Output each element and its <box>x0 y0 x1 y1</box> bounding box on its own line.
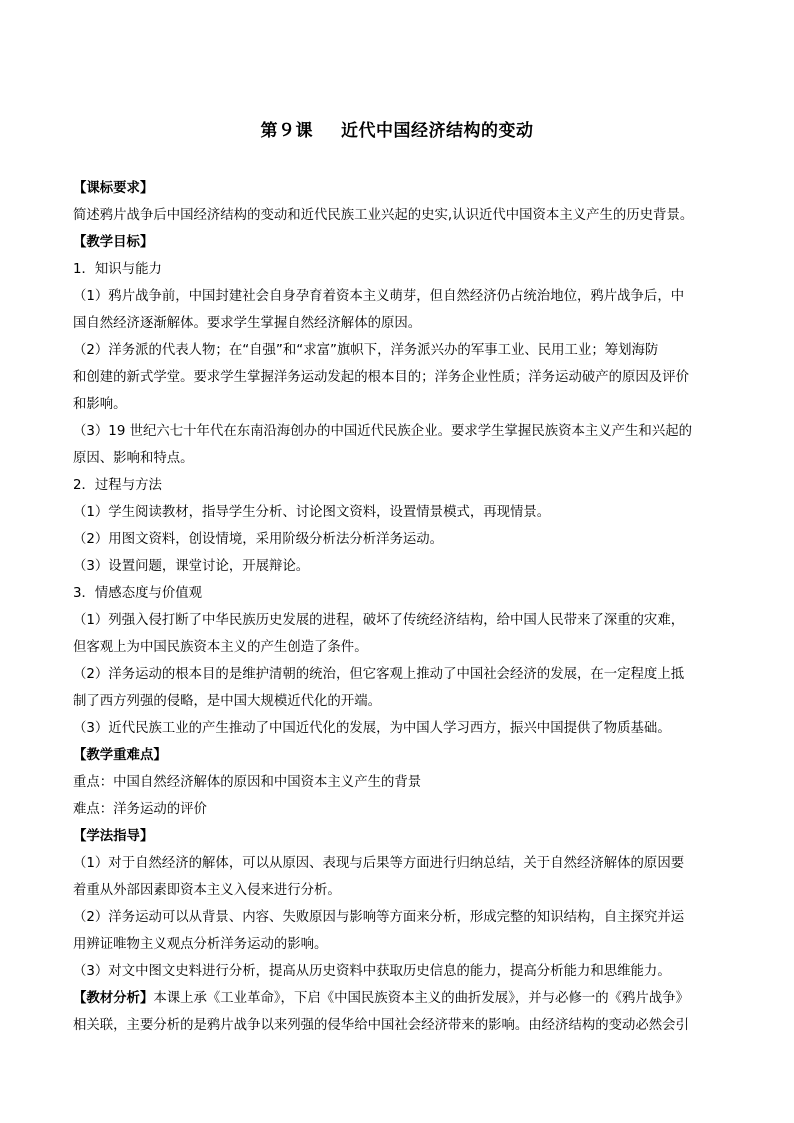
paragraph-line: （3）对文中图文史料进行分析，提高从历史资料中获取历史信息的能力，提高分析能力和思维能力。 <box>73 964 671 979</box>
lesson-number: 第９课 <box>260 121 313 141</box>
paragraph-line: 和影响。 <box>73 397 127 412</box>
paragraph-line <box>73 985 723 1012</box>
paragraph-text: 本课上承《工业革命》，下启《中国民族资本主义的曲折发展》，并与必修一的《鸦片战争》 <box>153 991 689 1006</box>
page-title <box>0 116 794 141</box>
paragraph-line: 简述鸦片战争后中国经济结构的变动和近代民族工业兴起的史实,认识近代中国资本主义产生的历史背景。 <box>73 208 694 223</box>
lesson-name: 近代中国经济结构的变动 <box>341 121 534 141</box>
paragraph-line: 原因、影响和特点。 <box>73 451 194 466</box>
paragraph-line: （3）19 世纪六七十年代在东南沿海创办的中国近代民族企业。要求学生掌握民族资本主义产生和兴起的 <box>73 424 692 439</box>
section-heading: 【教学目标】 <box>73 235 154 250</box>
paragraph-line: 制了西方列强的侵略，是中国大规模近代化的开端。 <box>73 694 381 709</box>
document-body <box>73 175 723 1039</box>
section-heading: 【教材分析】 <box>73 991 154 1006</box>
paragraph-line: 相关联，主要分析的是鸦片战争以来列强的侵华给中国社会经济带来的影响。由经济结构的变动必然会引 <box>73 1018 689 1033</box>
paragraph-line: （3）设置问题，课堂讨论，开展辩论。 <box>73 559 310 574</box>
paragraph-line: （3）近代民族工业的产生推动了中国近代化的发展，为中国人学习西方，振兴中国提供了物质基础。 <box>73 721 671 736</box>
paragraph-line: 2．过程与方法 <box>73 478 162 493</box>
paragraph-line: （2）用图文资料，创设情境，采用阶级分析法分析洋务运动。 <box>73 532 444 547</box>
paragraph-line: （1）学生阅读教材，指导学生分析、讨论图文资料，设置情景模式，再现情景。 <box>73 505 551 520</box>
section-heading: 【学法指导】 <box>73 829 154 844</box>
paragraph-line: 但客观上为中国民族资本主义的产生创造了条件。 <box>73 640 368 655</box>
section-heading: 【课标要求】 <box>73 181 154 196</box>
paragraph-line: 和创建的新式学堂。要求学生掌握洋务运动发起的根本目的；洋务企业性质；洋务运动破产的原因及评价 <box>73 370 689 385</box>
paragraph-line: 1．知识与能力 <box>73 262 162 277</box>
paragraph-line: （1）列强入侵打断了中华民族历史发展的进程，破坏了传统经济结构，给中国人民带来了深重的灾难， <box>73 613 685 628</box>
paragraph-line: （1）对于自然经济的解体，可以从原因、表现与后果等方面进行归纳总结，关于自然经济解体的原因要 <box>73 856 685 871</box>
paragraph-line: （2）洋务派的代表人物；在“自强”和“求富”旗帜下，洋务派兴办的军事工业、民用工业；筹划海防 <box>73 343 659 358</box>
paragraph-line: 3．情感态度与价值观 <box>73 586 203 601</box>
paragraph-line: （2）洋务运动可以从背景、内容、失败原因与影响等方面来分析，形成完整的知识结构，自主探究并运 <box>73 910 685 925</box>
paragraph-line: 着重从外部因素即资本主义入侵来进行分析。 <box>73 883 341 898</box>
paragraph-line: （2）洋务运动的根本目的是维护清朝的统治，但它客观上推动了中国社会经济的发展，在一定程度上抵 <box>73 667 685 682</box>
paragraph-line: （1）鸦片战争前，中国封建社会自身孕育着资本主义萌芽，但自然经济仍占统治地位，鸦片战争后，中 <box>73 289 685 304</box>
paragraph-line: 国自然经济逐渐解体。要求学生掌握自然经济解体的原因。 <box>73 316 422 331</box>
section-heading: 【教学重难点】 <box>73 748 167 763</box>
paragraph-line: 难点：洋务运动的评价 <box>73 802 207 817</box>
paragraph-line: 重点：中国自然经济解体的原因和中国资本主义产生的背景 <box>73 775 422 790</box>
paragraph-line: 用辨证唯物主义观点分析洋务运动的影响。 <box>73 937 328 952</box>
